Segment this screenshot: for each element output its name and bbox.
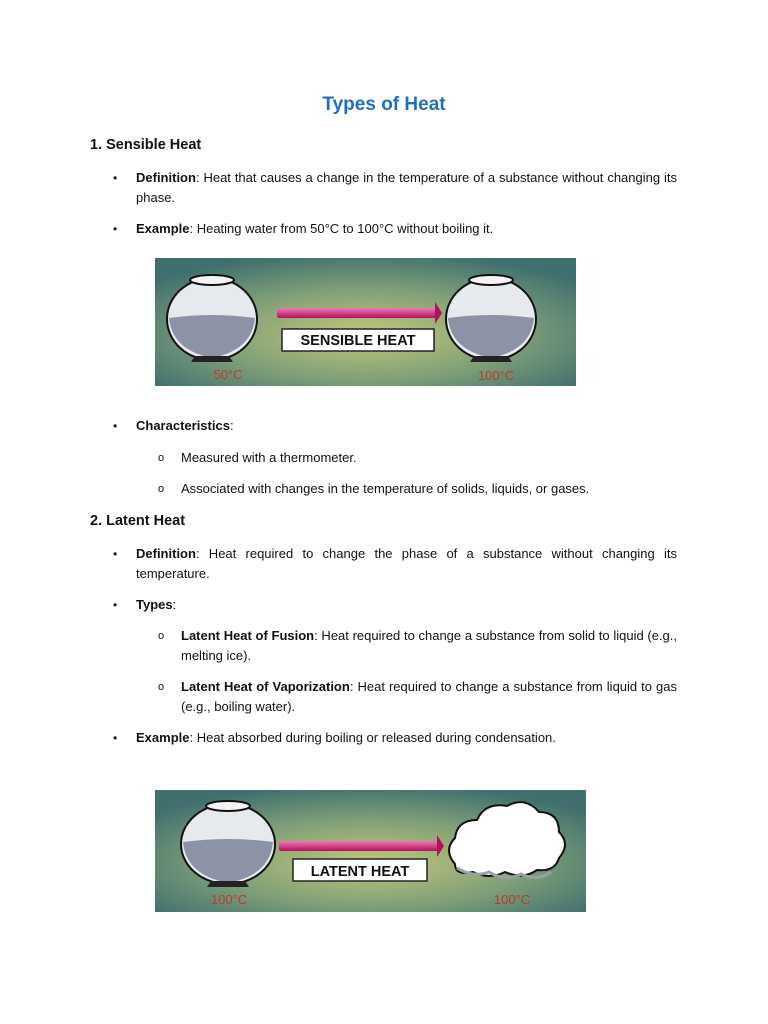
definition-label: Definition <box>136 546 196 561</box>
vaporization-label: Latent Heat of Vaporization <box>181 679 350 694</box>
bullet-icon: • <box>113 419 118 433</box>
latent-example-item <box>136 728 677 748</box>
figure-caption: LATENT HEAT <box>310 864 410 880</box>
characteristic-item-1: Measured with a thermometer. <box>181 450 357 465</box>
characteristic-item-2: Associated with changes in the temperature of solids, liquids, or gases. <box>181 481 590 496</box>
figure-caption: SENSIBLE HEAT <box>300 333 416 349</box>
temperature-label-right: 100°C <box>477 368 515 383</box>
types-colon: : <box>172 597 177 612</box>
types-label: Types <box>136 597 173 612</box>
characteristics-item <box>136 416 677 436</box>
fusion-text: : Heat required to change a substance from solid to liquid (e.g., melting ice). <box>181 628 677 663</box>
sensible-definition-item <box>136 168 677 208</box>
sensible-heat-figure <box>155 258 576 386</box>
fusion-label: Latent Heat of Fusion <box>181 628 315 643</box>
sub-bullet-icon: o <box>158 630 165 642</box>
sub-bullet-icon: o <box>158 681 165 693</box>
latent-heat-figure <box>155 790 586 912</box>
types-item <box>136 595 677 615</box>
type-item-fusion <box>181 626 677 666</box>
definition-text: : Heat that causes a change in the temperature of a substance without changing its phase. <box>136 170 677 205</box>
bullet-icon: • <box>113 171 118 185</box>
temperature-label-left: 50°C <box>213 367 243 382</box>
type-item-vaporization <box>181 677 677 717</box>
bullet-icon: • <box>113 598 118 612</box>
sub-bullet-icon: o <box>158 452 165 464</box>
section-heading-sensible-heat: 1. Sensible Heat <box>90 137 202 153</box>
example-text: : Heating water from 50°C to 100°C without boiling it. <box>189 221 494 236</box>
bullet-icon: • <box>113 731 118 745</box>
definition-text: : Heat required to change the phase of a substance without changing its temperature. <box>136 546 677 581</box>
latent-definition-item <box>136 544 677 584</box>
example-text: : Heat absorbed during boiling or released during condensation. <box>189 730 556 745</box>
vaporization-text: : Heat required to change a substance from liquid to gas (e.g., boiling water). <box>181 679 678 714</box>
sub-bullet-icon: o <box>158 483 165 495</box>
section-heading-latent-heat: 2. Latent Heat <box>90 513 186 529</box>
example-label: Example <box>136 221 190 236</box>
bullet-icon: • <box>113 547 118 561</box>
characteristics-colon: : <box>229 418 234 433</box>
characteristics-label: Characteristics <box>136 418 230 433</box>
definition-label: Definition <box>136 170 196 185</box>
example-label: Example <box>136 730 190 745</box>
temperature-label-left: 100°C <box>210 892 248 907</box>
temperature-label-right: 100°C <box>493 892 531 907</box>
bullet-icon: • <box>113 222 118 236</box>
page-title: Types of Heat <box>322 94 446 115</box>
sensible-example-item <box>136 219 677 239</box>
